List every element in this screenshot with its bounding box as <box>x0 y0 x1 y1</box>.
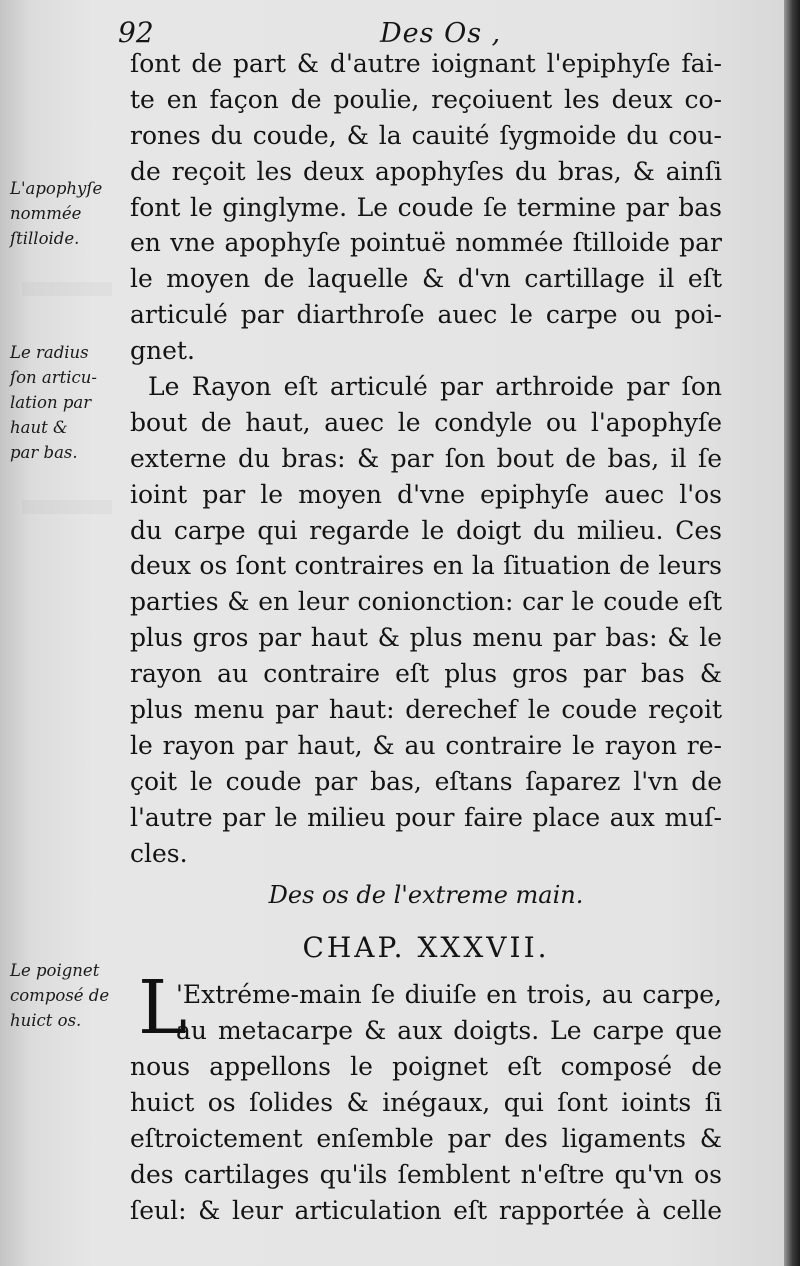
margin-note-line: par bas. <box>10 443 78 462</box>
text-line: huict os ſolides & inégaux, qui ſont ioints ſi <box>130 1088 722 1118</box>
margin-note-line: ſtilloide. <box>10 229 80 248</box>
text-line: çoit le coude par bas, eſtans ſaparez l'vn de <box>130 766 722 796</box>
margin-note-poignet <box>10 958 122 1033</box>
text-line: en vne apophyſe pointuë nommée ſtilloide par <box>130 228 722 258</box>
text-line: font le ginglyme. Le coude ſe termine par bas <box>130 192 722 222</box>
text-line: 'Extréme-main ſe diuiſe en trois, au carpe, <box>176 980 722 1010</box>
book-spine-edge <box>784 0 800 1266</box>
margin-note-line: L'apophyſe <box>10 179 103 198</box>
margin-note-line: huict os. <box>10 1011 82 1030</box>
text-line: parties & en leur conionction: car le coude eſt <box>130 587 722 617</box>
text-line: du carpe qui regarde le doigt du milieu. Ces <box>130 515 722 545</box>
margin-note-apophyse <box>10 176 122 251</box>
running-head: Des Os , <box>380 18 502 49</box>
text-line: des cartilages qu'ils ſemblent n'eſtre qu'vn os <box>130 1159 722 1189</box>
text-line: gnet. <box>130 336 195 366</box>
text-line: de reçoit les deux apophyſes du bras, & ainſi <box>130 156 722 186</box>
text-line: plus menu par haut: derechef le coude reçoit <box>130 695 722 725</box>
chapter-heading: CHAP. XXXVII. <box>302 931 550 965</box>
paragraph-3 <box>130 965 722 1228</box>
margin-note-line: composé de <box>10 986 110 1005</box>
drop-cap: L <box>138 965 188 1052</box>
text-line: cles. <box>130 838 188 868</box>
margin-note-radius <box>10 340 122 465</box>
text-line: au metacarpe & aux doigts. Le carpe que <box>176 1016 722 1046</box>
text-line: bout de haut, auec le condyle ou l'apophyſe <box>130 407 722 437</box>
margin-note-line: haut & <box>10 418 68 437</box>
text-line: Le Rayon eſt articulé par arthroide par ſon <box>148 372 722 402</box>
margin-note-line: Le radius <box>10 343 89 362</box>
margin-note-line: Le poignet <box>10 961 100 980</box>
text-line: rones du coude, & la cauité ſygmoide du cou- <box>130 120 722 150</box>
section-title: Des os de l'extreme main. <box>268 881 584 910</box>
margin-note-line: nommée <box>10 204 82 223</box>
text-line: te en façon de poulie, reçoiuent les deux co- <box>130 84 722 114</box>
body-text <box>130 46 722 1229</box>
page-header <box>118 16 708 50</box>
text-line: ioint par le moyen d'vne epiphyſe auec l'os <box>130 479 722 509</box>
text-line: externe du bras: & par ſon bout de bas, il ſe <box>130 443 722 473</box>
bleed-through-mark <box>22 500 112 514</box>
text-line: eſtroictement enſemble par des ligaments & <box>130 1124 722 1154</box>
page-number: 92 <box>118 16 154 49</box>
text-line: l'autre par le milieu pour faire place aux muſ- <box>130 802 722 832</box>
text-line: rayon au contraire eſt plus gros par bas & <box>130 659 722 689</box>
text-line: ſeul: & leur articulation eſt rapportée à celle <box>130 1195 722 1225</box>
margin-note-line: ſon articu- <box>10 368 97 387</box>
text-line: articulé par diarthroſe auec le carpe ou poi- <box>130 300 722 330</box>
margin-note-line: lation par <box>10 393 92 412</box>
paragraph-1 <box>130 46 722 369</box>
paragraph-2 <box>130 369 722 871</box>
text-line: ſont de part & d'autre ioignant l'epiphyſe fai- <box>130 49 722 78</box>
text-line: le rayon par haut, & au contraire le rayon re- <box>130 730 722 760</box>
text-line: nous appellons le poignet eſt composé de <box>130 1052 722 1082</box>
bleed-through-mark <box>22 282 112 296</box>
text-line: deux os ſont contraires en la ſituation de leurs <box>130 551 722 581</box>
text-line: le moyen de laquelle & d'vn cartillage il eſt <box>130 264 722 294</box>
text-line: plus gros par haut & plus menu par bas: & le <box>130 623 722 653</box>
